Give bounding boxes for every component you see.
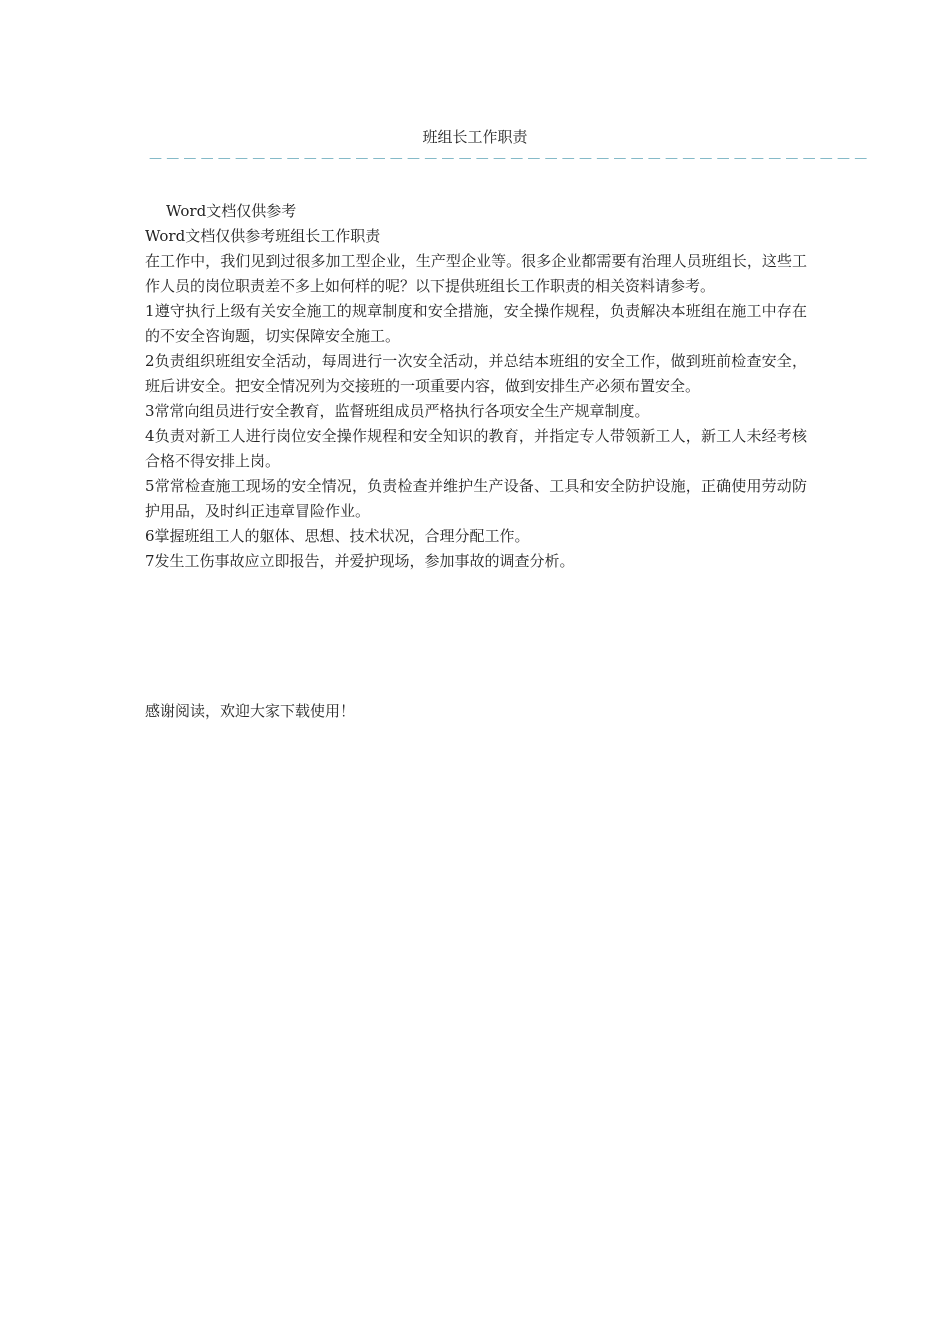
duty-item-2: 2负责组织班组安全活动，每周进行一次安全活动，并总结本班组的安全工作，做到班前检查安全，班后讲安全。把安全情况列为交接班的一项重要内容，做到安排生产必须布置安全。 bbox=[145, 352, 807, 395]
document-heading: Word文档仅供参考班组长工作职责 bbox=[145, 227, 381, 245]
duty-item-6: 6掌握班组工人的躯体、思想、技术状况，合理分配工作。 bbox=[145, 527, 530, 545]
page-header-title: 班组长工作职责 bbox=[422, 128, 528, 146]
duty-item-3: 3常常向组员进行安全教育，监督班组成员严格执行各项安全生产规章制度。 bbox=[145, 402, 650, 420]
intro-paragraph: 在工作中，我们见到过很多加工型企业，生产型企业等。很多企业都需要有治理人员班组长，这些工作人员的岗位职责差不多上如何样的呢？以下提供班组长工作职责的相关资料请参考。 bbox=[145, 252, 807, 295]
duty-item-7: 7发生工伤事故应立即报告，并爱护现场，参加事故的调查分析。 bbox=[145, 552, 575, 570]
closing-thanks: 感谢阅读，欢迎大家下载使用！ bbox=[145, 702, 356, 720]
duty-item-1: 1遵守执行上级有关安全施工的规章制度和安全措施，安全操作规程，负责解决本班组在施工中存在的不安全咨询题，切实保障安全施工。 bbox=[145, 302, 807, 345]
document-body bbox=[145, 199, 807, 574]
header-divider: —————————————————————————————————————————— bbox=[149, 151, 872, 166]
reference-note: Word文档仅供参考 bbox=[166, 202, 297, 220]
duty-item-5: 5常常检查施工现场的安全情况，负责检查并维护生产设备、工具和安全防护设施，正确使用劳动防护用品，及时纠正违章冒险作业。 bbox=[145, 477, 807, 520]
duty-item-4: 4负责对新工人进行岗位安全操作规程和安全知识的教育，并指定专人带领新工人，新工人未经考核合格不得安排上岗。 bbox=[145, 427, 807, 470]
